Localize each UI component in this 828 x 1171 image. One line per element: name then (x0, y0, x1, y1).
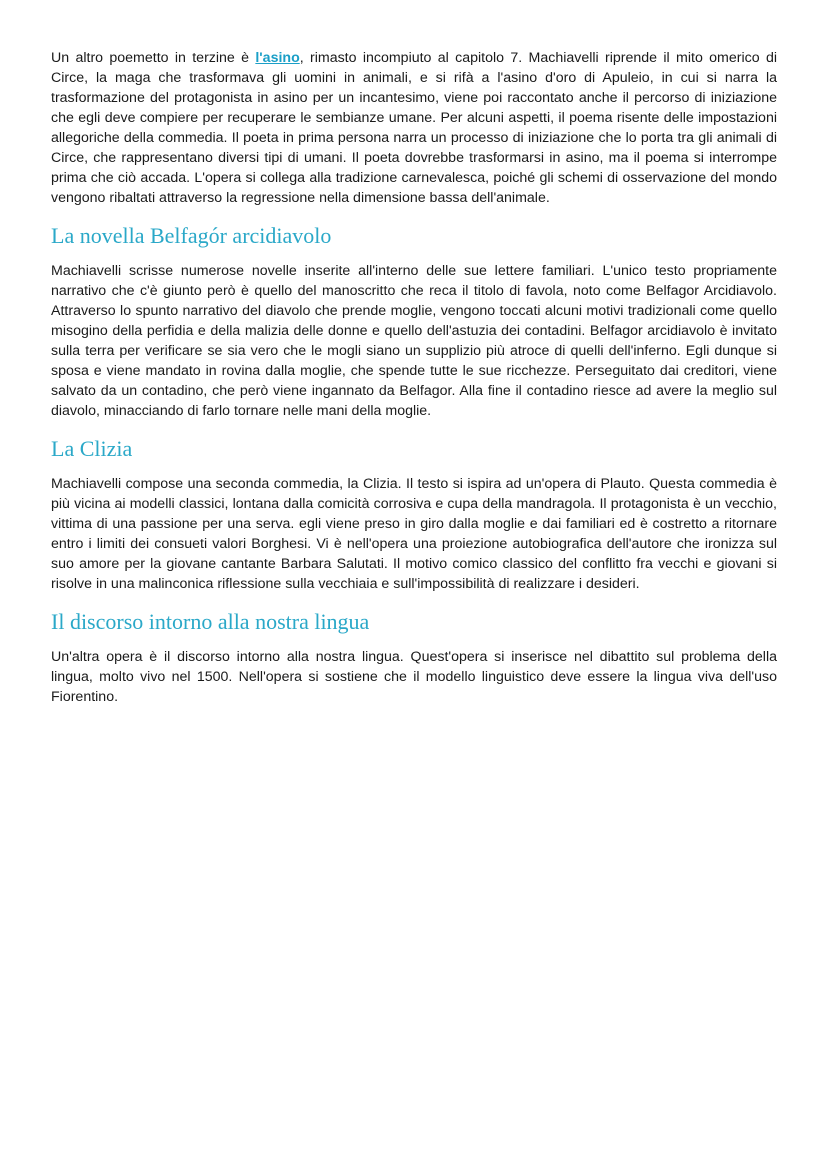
intro-text-start: Un altro poemetto in terzine è (51, 50, 256, 66)
section-heading-clizia: La Clizia (51, 436, 133, 461)
intro-text-rest: , rimasto incompiuto al capitolo 7. Machiavelli riprende il mito omerico di Circe, la maga che trasformava gli uomini in animali, e si rifà a l'asino d'oro di Apuleio, in cui si narra la trasformazione del protagonista in asino per un incantesimo, viene poi raccontato anche il percorso di iniziazione che egli deve compiere per recuperare le sembianze umane. Per alcuni aspetti, il poema risente delle impostazioni allegoriche della commedia. Il poeta in prima persona narra un processo di iniziazione che lo porta tra gli animali di Circe, che rappresentano diversi tipi di umani. Il poeta dovrebbe trasformarsi in asino, ma il poema si interrompe prima che ciò accada. L'opera si collega alla tradizione carnevalesca, poiché gli schemi di osservazione del mondo vengono ribaltati attraverso la regressione nella dimensione bassa dell'animale. (51, 50, 777, 206)
section-paragraph-clizia: Machiavelli compose una seconda commedia, la Clizia. Il testo si ispira ad un'opera di Plauto. Questa commedia è più vicina ai modelli classici, lontana dalla comicità corrosiva e cupa della mandragola. Il protagonista è un vecchio, vittima di una passione per una serva. egli viene preso in giro dalla moglie e dai familiari ed è costretto a ritornare entro i limiti dei consueti valori Borghesi. Vi è nell'opera una proiezione autobiografica dell'autore che ironizza sul suo amore per la giovane cantante Barbara Salutati. Il motivo comico classico del conflitto fra vecchi e giovani si risolve in una malinconica riflessione sulla vecchiaia e sull'impossibilità di realizzare i desideri. (51, 476, 777, 592)
section-heading-discorso: Il discorso intorno alla nostra lingua (51, 609, 370, 634)
asino-link[interactable]: l'asino (255, 50, 300, 66)
section-heading-belfagor: La novella Belfagór arcidiavolo (51, 223, 332, 248)
section-paragraph-belfagor: Machiavelli scrisse numerose novelle inserite all'interno delle sue lettere familiari. L'unico testo propriamente narrativo che c'è giunto però è quello del manoscritto che reca il titolo di favola, noto come Belfagor Arcidiavolo. Attraverso lo spunto narrativo del diavolo che prende moglie, vengono toccati alcuni motivi tradizionali come quello misogino della perfidia e della malizia delle donne e quello dell'astuzia dei contadini. Belfagor arcidiavolo è invitato sulla terra per verificare se sia vero che le mogli siano un supplizio più atroce di quelli dell'inferno. Egli dunque si sposa e viene mandato in rovina dalla moglie, che spende tutte le sue ricchezze. Perseguitato dai creditori, viene salvato da un contadino, che però viene ingannato da Belfagor. Alla fine il contadino riesce ad avere la meglio sul diavolo, minacciando di farlo tornare nelle mani della moglie. (51, 263, 777, 419)
section-paragraph-discorso: Un'altra opera è il discorso intorno alla nostra lingua. Quest'opera si inserisce nel dibattito sul problema della lingua, molto vivo nel 1500. Nell'opera si sostiene che il modello linguistico deve essere la lingua viva dell'uso Fiorentino. (51, 649, 777, 705)
intro-paragraph (51, 48, 777, 208)
document-page (51, 48, 777, 707)
